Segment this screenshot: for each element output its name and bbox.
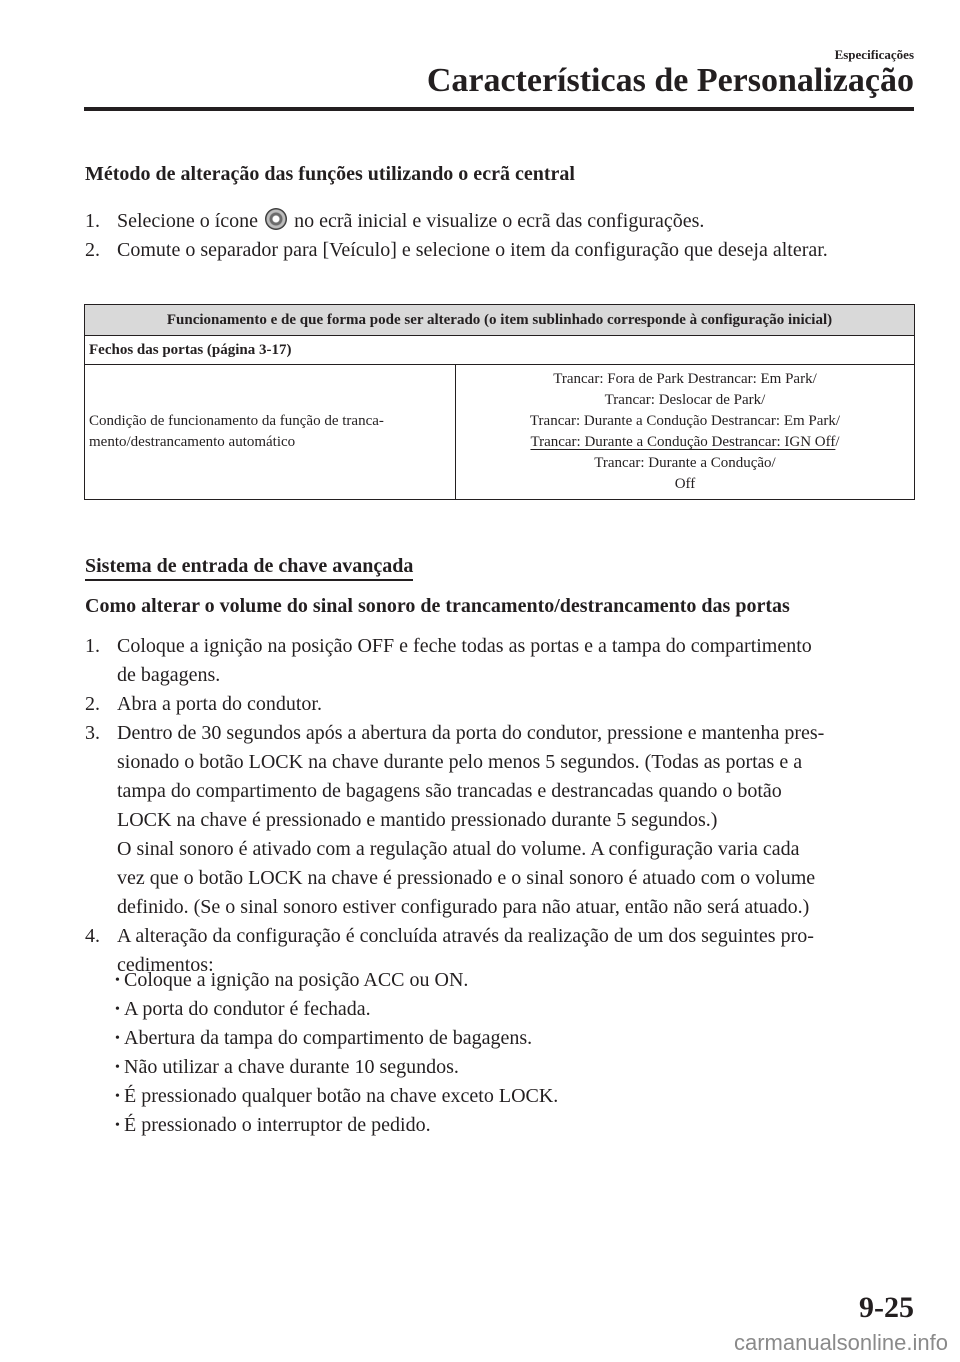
option-line: Trancar: Fora de Park Destrancar: Em Park/ — [553, 371, 817, 387]
list-item-text: Coloque a ignição na posição ACC ou ON. — [124, 969, 469, 991]
condition-line: mento/destrancamento automático — [89, 434, 296, 450]
advanced-key-title: Sistema de entrada de chave avançada — [85, 555, 413, 581]
procedure-bullet-list — [115, 966, 558, 1140]
list-item-text: A porta do condutor é fechada. — [124, 998, 371, 1020]
bullet-dot-icon: • — [115, 1089, 120, 1104]
bullet-dot-icon: • — [115, 1031, 120, 1046]
watermark-text: carmanualsonline.info — [733, 1330, 948, 1355]
list-item-text: Abertura da tampa do compartimento de bagagens. — [124, 1027, 533, 1049]
step-line: LOCK na chave é pressionado e mantido pressionado durante 5 segundos.) — [117, 809, 718, 831]
step-text-after-icon: no ecrã inicial e visualize o ecrã das configurações. — [294, 210, 705, 232]
option-line: Trancar: Deslocar de Park/ — [604, 392, 766, 408]
step-number: 2. — [85, 693, 100, 715]
bullet-dot-icon: • — [115, 973, 120, 988]
table-header: Funcionamento e de que forma pode ser alterado (o item sublinhado corresponde à configuração inicial) — [85, 305, 915, 336]
condition-cell — [85, 365, 456, 500]
step-number: 2. — [85, 239, 100, 261]
option-line: Trancar: Durante a Condução/ — [594, 455, 776, 471]
list-item-text: Não utilizar a chave durante 10 segundos. — [124, 1056, 459, 1078]
step-text-before-icon: Selecione o ícone — [117, 210, 259, 232]
bullet-dot-icon: • — [115, 1060, 120, 1075]
list-item — [115, 1082, 558, 1111]
step-line: definido. (Se o sinal sonoro estiver configurado para não atuar, então não será atuado.) — [117, 896, 810, 918]
header-divider — [84, 107, 914, 111]
step-line: cedimentos: — [117, 954, 214, 976]
method-steps — [85, 207, 915, 265]
bullet-dot-icon: • — [115, 1118, 120, 1133]
step-line: Dentro de 30 segundos após a abertura da porta do condutor, pressione e mantenha pres- — [117, 722, 825, 744]
list-item — [115, 1111, 558, 1140]
step-line: A alteração da configuração é concluída através da realização de um dos seguintes pro- — [117, 925, 814, 947]
step-line: tampa do compartimento de bagagens são trancadas e destrancadas quando o botão — [117, 780, 782, 802]
default-option-line — [456, 432, 914, 453]
options-cell — [456, 365, 915, 500]
step-number: 1. — [85, 210, 100, 232]
method-step-2 — [85, 236, 915, 265]
volume-heading: Como alterar o volume do sinal sonoro de trancamento/destrancamento das portas — [85, 595, 790, 617]
option-line: Off — [674, 476, 696, 492]
method-heading: Método de alteração das funções utilizando o ecrã central — [85, 163, 575, 185]
step-number: 3. — [85, 722, 100, 744]
list-item — [115, 966, 558, 995]
bullet-dot-icon: • — [115, 1002, 120, 1017]
list-item — [115, 1024, 558, 1053]
step-number: 1. — [85, 635, 100, 657]
default-option: Trancar: Durante a Condução Destrancar: IGN Off — [530, 434, 836, 450]
list-item-text: É pressionado qualquer botão na chave exceto LOCK. — [124, 1085, 559, 1107]
table-row — [85, 365, 915, 500]
condition-line: Condição de funcionamento da função de tranca- — [89, 413, 384, 429]
step-number: 4. — [85, 925, 100, 947]
volume-step-2 — [85, 690, 915, 719]
step-line: Coloque a ignição na posição OFF e feche todas as portas e a tampa do compartimento — [117, 635, 812, 657]
settings-gear-icon — [265, 208, 287, 230]
volume-steps — [85, 632, 915, 980]
volume-step-3 — [85, 719, 915, 922]
list-item — [115, 1053, 558, 1082]
step-text: Comute o separador para [Veículo] e selecione o item da configuração que deseja alterar. — [117, 239, 828, 261]
page-title: Características de Personalização — [426, 62, 914, 99]
settings-table — [84, 304, 915, 500]
step-line: vez que o botão LOCK na chave é pressionado e o sinal sonoro é atuado com o volume — [117, 867, 816, 889]
method-step-1 — [85, 207, 915, 236]
volume-step-1 — [85, 632, 915, 690]
table-subheader: Fechos das portas (página 3-17) — [85, 336, 915, 365]
step-line: de bagagens. — [117, 664, 221, 686]
list-item — [115, 995, 558, 1024]
step-line: O sinal sonoro é ativado com a regulação atual do volume. A configuração varia cada — [117, 838, 800, 860]
section-label: Especificações — [834, 47, 914, 62]
option-separator: / — [835, 434, 840, 450]
step-line: Abra a porta do condutor. — [117, 693, 322, 715]
step-line: sionado o botão LOCK na chave durante pelo menos 5 segundos. (Todas as portas e a — [117, 751, 803, 773]
option-line: Trancar: Durante a Condução Destrancar: Em Park/ — [529, 413, 841, 429]
list-item-text: É pressionado o interruptor de pedido. — [124, 1114, 431, 1136]
page-number: 9-25 — [859, 1291, 914, 1324]
